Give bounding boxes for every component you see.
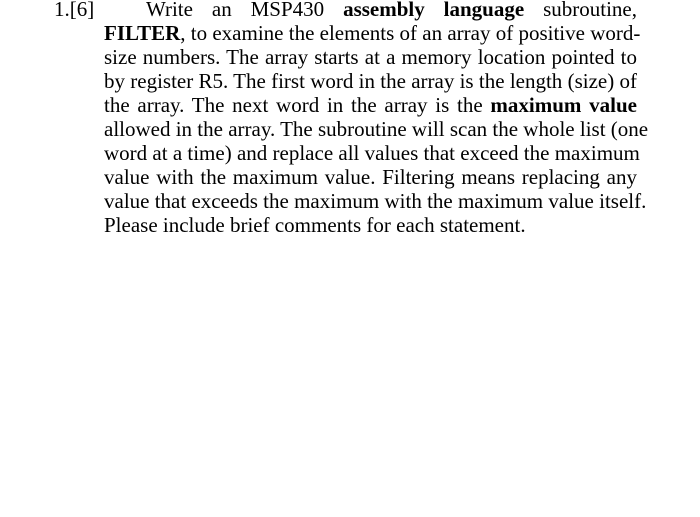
question-block: [54, 0, 649, 237]
question-text-5a: the array. The next word in the array is the: [104, 93, 491, 117]
question-line-4: by register R5. The first word in the array is the length (size) of: [104, 69, 637, 93]
question-line-3: size numbers. The array starts at a memory location pointed to: [104, 45, 637, 69]
question-line-1: [54, 0, 637, 21]
question-text-2b: , to examine the elements of an array of positive word-: [180, 21, 641, 45]
question-line-9: value that exceeds the maximum with the maximum value itself.: [104, 189, 647, 213]
question-line-10: Please include brief comments for each statement.: [104, 213, 526, 237]
question-line-5: [66, 93, 637, 117]
question-line-8: value with the maximum value. Filtering means replacing any: [104, 165, 637, 189]
question-line-6: allowed in the array. The subroutine will scan the whole list (one: [104, 117, 649, 141]
question-line-7: word at a time) and replace all values that exceed the maximum: [104, 141, 640, 165]
subroutine-name: FILTER: [104, 21, 181, 45]
question-text-1a: Write an MSP430: [146, 0, 344, 21]
question-text-5b: maximum value: [490, 93, 637, 117]
question-line-2: [66, 21, 641, 45]
question-number: 1.[6]: [54, 0, 95, 21]
question-text-1c: subroutine,: [524, 0, 637, 21]
question-text-1b: assembly language: [343, 0, 525, 21]
